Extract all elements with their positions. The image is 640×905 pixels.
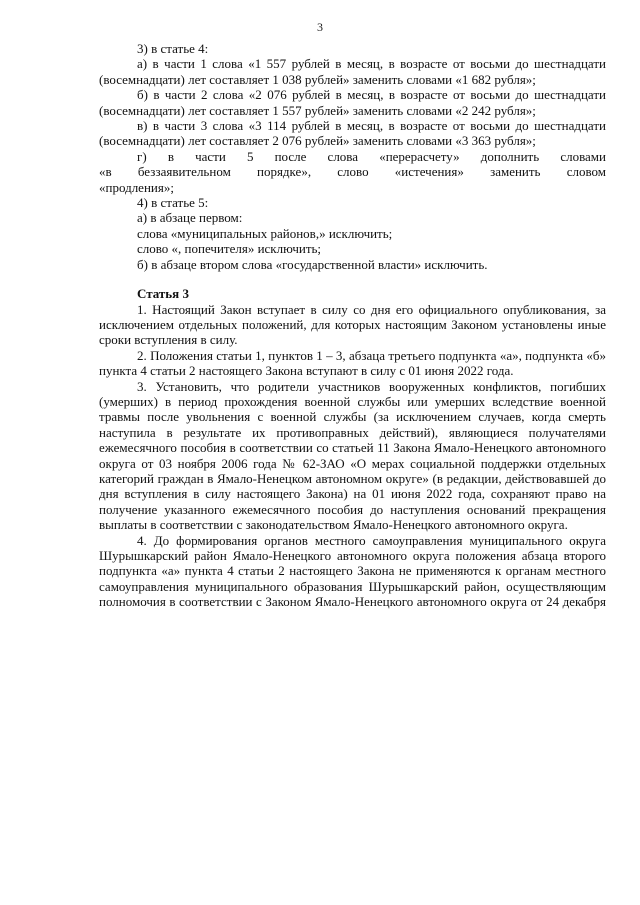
word: г) [137,148,147,164]
article-3-title: Статья 3 [137,286,189,302]
word: слова [327,148,359,164]
amendment-article-4-heading: 3) в статье 4: [137,41,209,56]
amendment-4g-line-3: «продления»; [99,179,174,195]
article-3-paragraph-4: 4. До формирования органов местного самоуправления муниципального округа Шурышкарский район Ямало-Ненецкого автономного округа положения абзаца второго подпункта «а» пункта 4 статьи 2 настоящего Закона не применяются к органам местного самоуправления муниципального образования Шурышкарский район, осуществляющим полномочия в соответствии с Законом Ямало-Ненецкого автономного округа от 24 декабря [99,532,606,610]
word: 5 [246,148,254,164]
amendment-5a: а) в абзаце первом: [137,210,243,226]
amendment-5a-1: слова «муниципальных районов,» исключить; [137,225,393,241]
article-3-paragraph-2: 2. Положения статьи 1, пунктов 1 – 3, абзаца третьего подпункта «а», подпункта «б» пункта 4 статьи 2 настоящего Закона вступают в силу с 01 июня 2022 года. [99,347,606,379]
word: беззаявительном [137,164,231,180]
amendment-4v: в) в части 3 слова «3 114 рублей в месяц, в возрасте от восьми до шестнадцати (восемнадцати) лет составляет 2 076 рублей» заменить словами «3 363 рубля»; [99,118,606,149]
amendment-4g-line-2 [99,164,606,179]
spacer [99,272,606,286]
word: «перерасчету» [379,148,460,164]
word: слово [337,164,369,180]
amendment-5b: б) в абзаце втором слова «государственной власти» исключить. [137,256,488,272]
word: словом [566,164,606,180]
word: порядке», [257,164,312,180]
word: в [167,148,174,164]
amendment-article-5-heading: 4) в статье 5: [137,195,209,211]
amendment-4g-line-1 [99,149,606,164]
amendment-4b: б) в части 2 слова «2 076 рублей в месяц, в возрасте от восьми до шестнадцати (восемнадцати) лет составляет 1 557 рублей» заменить словами «2 242 рубля»; [99,87,606,118]
amendment-5a-2: слово «, попечителя» исключить; [137,241,322,257]
amendment-4a: а) в части 1 слова «1 557 рублей в месяц, в возрасте от восьми до шестнадцати (восемнадцати) лет составляет 1 038 рублей» заменить словами «1 682 рубля»; [99,56,606,87]
word: дополнить [480,148,540,164]
article-3-paragraph-1: 1. Настоящий Закон вступает в силу со дня его официального опубликования, за исключением отдельных положений, для которых настоящим Законом установлены иные сроки вступления в силу. [99,301,606,348]
word: «в [99,164,112,180]
page-number: 3 [317,20,323,34]
word: части [195,148,226,164]
word: заменить [490,164,541,180]
word: словами [560,148,606,164]
article-3-paragraph-3: 3. Установить, что родители участников вооруженных конфликтов, погибших (умерших) в период прохождения военной службы или умерших вследствие военной травмы после увольнения с военной службы (за исключением случаев, когда смерть наступила в результате их противоправных действий), являющиеся получателями ежемесячного пособия в соответствии со статьей 11 Закона Ямало-Ненецкого автономного округа от 03 ноября 2006 года № 62-ЗАО «О мерах социальной поддержки отдельных категорий граждан в Ямало-Ненецком автономном округе» (в редакции, действовавшей до дня вступления в силу настоящего Закона) на 01 июня 2022 года, сохраняют право на получение указанного ежемесячного пособия до наступления оснований прекращения выплаты в соответствии с законодательством Ямало-Ненецкого автономного округа. [99,378,606,533]
word: после [274,148,307,164]
document-body [99,41,606,610]
word: «истечения» [394,164,464,180]
